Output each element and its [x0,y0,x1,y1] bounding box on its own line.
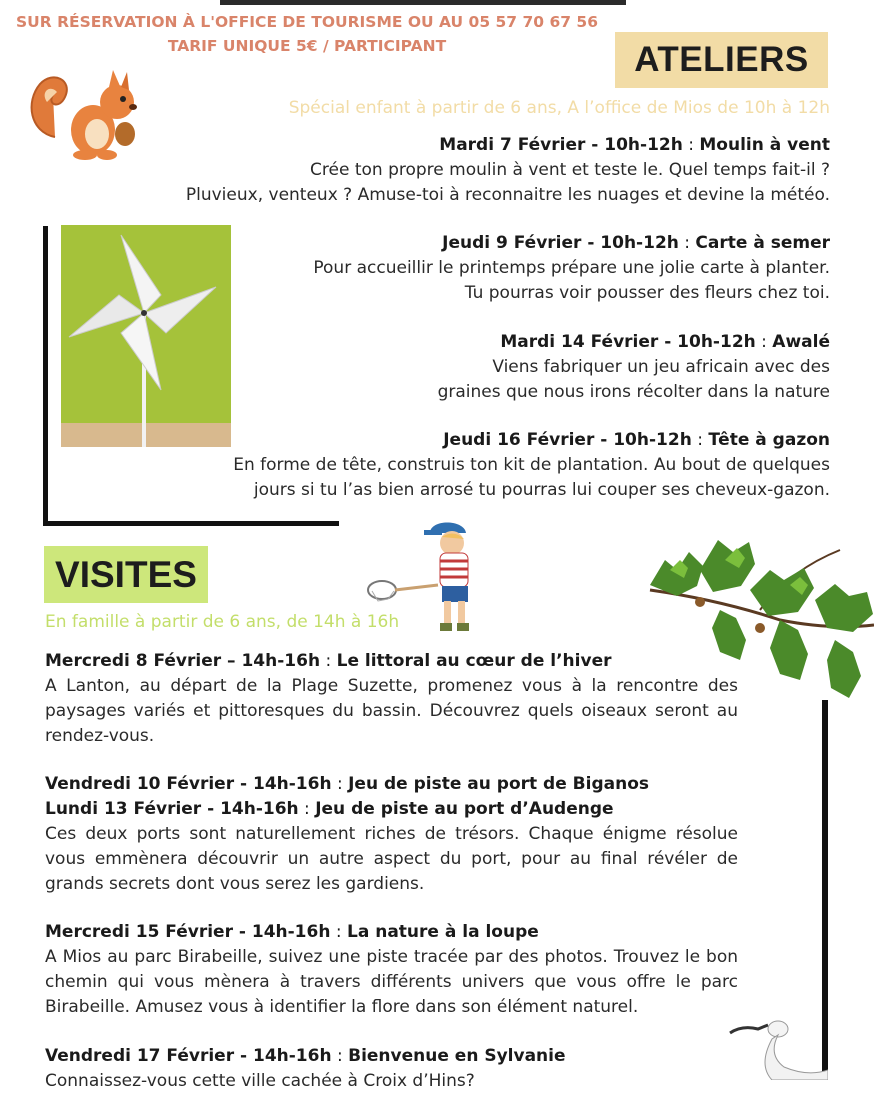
atelier-desc-line: Pluvieux, venteux ? Amuse-toi à reconnaitre les nuages et devine la météo. [185,185,830,205]
visite-date: Vendredi 17 Février - 14h-16h [45,1046,332,1066]
frame-vertical-rule [43,226,48,526]
tarif-line: TARIF UNIQUE 5€ / PARTICIPANT [167,37,447,55]
visite-date: Mercredi 15 Février - 14h-16h [45,922,331,942]
atelier-name: Moulin à vent [699,135,830,155]
reservation-line: SUR RÉSERVATION À L'OFFICE DE TOURISME OU AU 05 57 70 67 56 [16,13,598,31]
ateliers-subtitle: Spécial enfant à partir de 6 ans, A l’office de Mios de 10h à 12h [288,98,830,118]
top-rule [220,0,626,5]
atelier-date: Jeudi 9 Février - 10h-12h [442,233,679,253]
atelier-desc-line: Pour accueillir le printemps prépare une jolie carte à planter. [313,258,830,278]
visite-name: Jeu de piste au port d’Audenge [315,799,614,819]
pinwheel-photo [61,225,231,447]
visites-subtitle: En famille à partir de 6 ans, de 14h à 16h [45,612,400,632]
ateliers-heading: ATELIERS [615,32,828,88]
visite-desc: A Lanton, au départ de la Plage Suzette, promenez vous à la rencontre des paysages variés et pittoresques du bassin. Découvrez quels oiseaux seront au rendez-vous. [45,676,738,746]
atelier-desc-line: jours si tu l’as bien arrosé tu pourras lui couper ses cheveux-gazon. [253,480,830,500]
visite-name: Jeu de piste au port de Biganos [348,774,650,794]
squirrel-illustration [25,62,147,162]
atelier-item: Jeudi 16 Février - 10h-12h : Tête à gazon En forme de tête, construis ton kit de plantation. Au bout de quelques jours si tu l’as bien arrosé tu pourras lui couper ses cheveux-gazon. [233,428,830,503]
visite-name: Le littoral au cœur de l’hiver [336,651,612,671]
atelier-desc-line: Viens fabriquer un jeu africain avec des [492,357,830,377]
spoonbill-illustration [728,1015,828,1080]
visite-date: Mercredi 8 Février – 14h-16h [45,651,321,671]
visite-desc: Connaissez-vous cette ville cachée à Croix d’Hins? [45,1071,475,1091]
atelier-item: Jeudi 9 Février - 10h-12h : Carte à semer Pour accueillir le printemps prépare une jolie carte à planter. Tu pourras voir pousser des fleurs chez toi. [313,231,830,306]
visite-name: La nature à la loupe [347,922,539,942]
atelier-desc-line: Tu pourras voir pousser des fleurs chez toi. [464,283,830,303]
atelier-desc-line: En forme de tête, construis ton kit de plantation. Au bout de quelques [233,455,830,475]
atelier-desc-line: Crée ton propre moulin à vent et teste le. Quel temps fait-il ? [310,160,830,180]
visite-date: Vendredi 10 Février - 14h-16h [45,774,332,794]
visite-desc: A Mios au parc Birabeille, suivez une piste tracée par des photos. Trouvez le bon chemin qui vous mènera à travers différents univers que vous offre le parc Birabeille. Amusez vous à identifier la flore dans son élément naturel. [45,947,738,1017]
visite-item: Mercredi 8 Février – 14h-16h : Le littoral au cœur de l’hiver A Lanton, au départ de la Plage Suzette, promenez vous à la rencontre des paysages variés et pittoresques du bassin. Découvrez quels oiseaux seront au rendez-vous. [45,649,738,749]
visite-item: Vendredi 17 Février - 14h-16h : Bienvenue en Sylvanie Connaissez-vous cette ville cachée à Croix d’Hins? [45,1044,738,1094]
atelier-name: Awalé [772,332,830,352]
atelier-date: Mardi 14 Février - 10h-12h [500,332,756,352]
atelier-desc-line: graines que nous irons récolter dans la nature [437,382,830,402]
visite-desc: Ces deux ports sont naturellement riches de trésors. Chaque énigme résolue vous emmènera découvrir un autre aspect du port, pour au final révéler de grands secrets dont vous serez les gardiens. [45,824,738,894]
atelier-item: Mardi 14 Février - 10h-12h : Awalé Viens fabriquer un jeu africain avec des graines que nous irons récolter dans la nature [438,330,830,405]
atelier-date: Jeudi 16 Février - 10h-12h [443,430,692,450]
atelier-date: Mardi 7 Février - 10h-12h [439,135,683,155]
oak-branch-illustration [640,530,874,710]
atelier-name: Tête à gazon [708,430,830,450]
visites-heading: VISITES [44,546,208,603]
visite-date: Lundi 13 Février - 14h-16h [45,799,299,819]
visite-item: Mercredi 15 Février - 14h-16h : La nature à la loupe A Mios au parc Birabeille, suivez une piste tracée par des photos. Trouvez le bon chemin qui vous mènera à travers différents univers que vous offre le parc Birabeille. Amusez vous à identifier la flore dans son élément naturel. [45,920,738,1020]
frame-horizontal-rule [43,521,339,526]
visite-item: Vendredi 10 Février - 14h-16h : Jeu de piste au port de Biganos Lundi 13 Février - 14h-16h : Jeu de piste au port d’Audenge Ces deux ports sont naturellement riches de trésors. Chaque énigme résolue vous emmènera découvrir un autre aspect du port, pour au final révéler de grands secrets dont vous serez les gardiens. [45,772,738,897]
atelier-item: Mardi 7 Février - 10h-12h : Moulin à vent Crée ton propre moulin à vent et teste le. Quel temps fait-il ? Pluvieux, venteux ? Amuse-toi à reconnaitre les nuages et devine la météo. [186,133,830,208]
atelier-name: Carte à semer [695,233,830,253]
visite-name: Bienvenue en Sylvanie [348,1046,566,1066]
